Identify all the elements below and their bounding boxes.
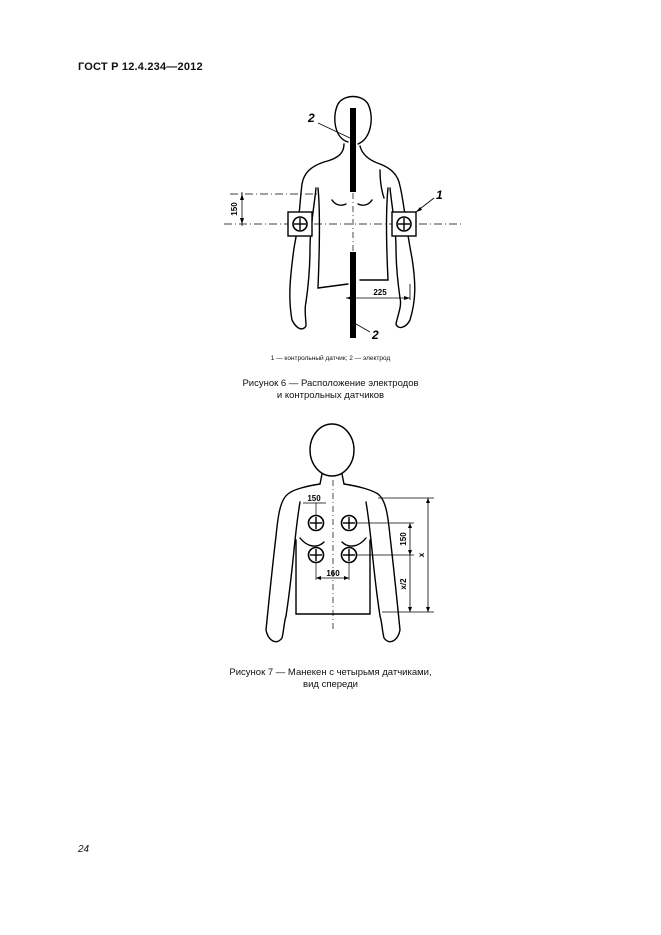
fig7-dim-x2: x/2 (399, 578, 408, 590)
figure-7-caption-line2: вид спереди (303, 679, 358, 690)
fig7-right-arm (344, 484, 400, 642)
figure-7-svg (258, 420, 448, 648)
sensor-right (392, 212, 416, 236)
fig6-label-sensor: 1 (436, 188, 443, 202)
sensor-upper-right (342, 516, 357, 531)
figure-7-caption-line1: Рисунок 7 — Манекен с четырьмя датчиками, (229, 667, 432, 678)
page-number: 24 (78, 844, 90, 855)
fig6-dim-vertical: 150 (230, 202, 239, 216)
electrode-bottom (350, 252, 356, 338)
fig7-dim-right-150: 150 (399, 532, 408, 546)
fig6-label-electrode-bottom: 2 (372, 328, 379, 342)
fig7-dim-top: 150 (307, 494, 321, 503)
fig7-dim-x: x (417, 552, 426, 558)
sensor-left (288, 212, 312, 236)
sensor-upper-left (309, 516, 324, 531)
fig7-dim-bottom: 160 (326, 569, 340, 578)
fig6-label-electrode-top: 2 (308, 111, 315, 125)
electrode-top (350, 108, 356, 192)
figure-6-legend: 1 — контрольный датчик; 2 — электрод (270, 355, 391, 362)
figure-7-diagram (258, 420, 448, 648)
right-arm-outline (360, 146, 415, 327)
figure-6-caption-line1: Рисунок 6 — Расположение электродов (242, 378, 419, 389)
figure-6-diagram (220, 88, 470, 348)
figure-6-caption-line2: и контрольных датчиков (276, 390, 385, 401)
sensor-lower-right (342, 548, 357, 563)
sensor-lower-left (309, 548, 324, 563)
fig6-dim-horizontal: 225 (373, 288, 387, 297)
document-code: ГОСТ Р 12.4.234—2012 (78, 61, 203, 73)
figure-6-svg (220, 88, 470, 348)
